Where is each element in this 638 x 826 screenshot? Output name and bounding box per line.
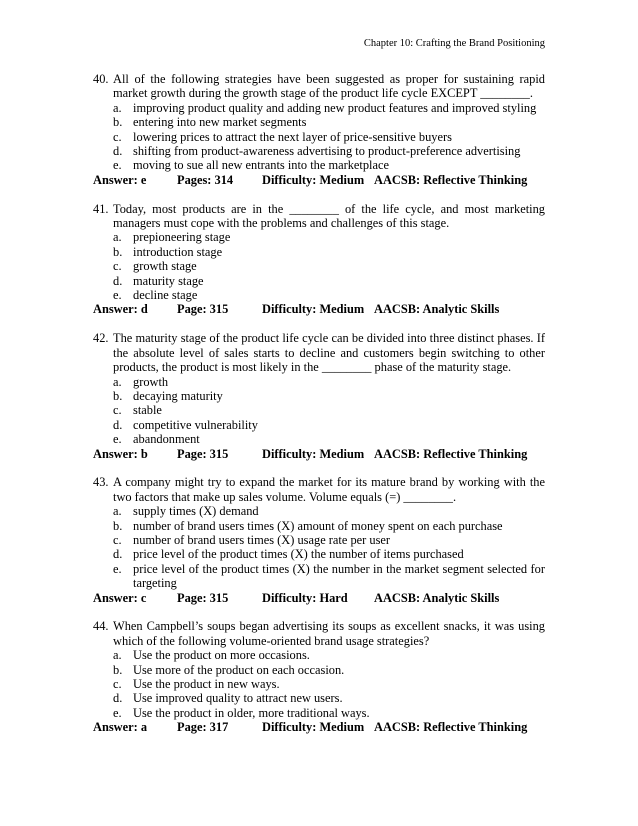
option-text: stable [133,403,162,418]
option-text: entering into new market segments [133,115,307,130]
option-text: growth [133,374,169,389]
question-list [93,72,545,749]
option-letter: b. [113,662,123,677]
option-letter: a. [113,100,122,115]
option-a [113,504,545,518]
option-letter: a. [113,374,122,389]
question-stem [93,331,545,374]
answer-aacsb: AACSB: Reflective Thinking [374,172,528,187]
option-d [113,418,545,432]
option-letter: b. [113,244,123,259]
question-stem [93,619,545,648]
answer-key: Answer: c [93,590,147,605]
option-text: decline stage [133,288,198,303]
option-e [113,562,545,591]
answer-key: Answer: d [93,302,148,317]
question-number: 40. [93,72,109,86]
option-list [113,375,545,447]
option-text: supply times (X) demand [133,504,259,519]
option-text: decaying maturity [133,388,223,403]
answer-key: Answer: e [93,172,147,187]
answer-aacsb: AACSB: Reflective Thinking [374,720,528,735]
answer-pages: Page: 315 [177,446,229,461]
option-text: number of brand users times (X) usage rate per user [133,532,391,547]
question-stem [93,72,545,101]
option-c [113,677,545,691]
option-b [113,389,545,403]
option-letter: e. [113,561,122,576]
question-number: 42. [93,331,109,346]
option-a [113,375,545,389]
answer-line [93,591,545,605]
answer-aacsb: AACSB: Analytic Skills [374,590,500,605]
option-a [113,230,545,244]
option-letter: b. [113,115,123,130]
answer-difficulty: Difficulty: Medium [262,446,365,461]
option-e [113,288,545,302]
option-text: price level of the product times (X) the number in the market segment selected for targeting [133,561,545,591]
option-letter: b. [113,518,123,533]
option-letter: d. [113,547,123,562]
option-text: Use the product on more occasions. [133,648,310,663]
option-list [113,504,545,590]
answer-line [93,302,545,316]
answer-aacsb: AACSB: Reflective Thinking [374,446,528,461]
answer-key: Answer: b [93,446,148,461]
option-text: Use the product in older, more traditional ways. [133,705,370,720]
option-letter: a. [113,230,122,245]
option-b [113,519,545,533]
question-stem [93,202,545,231]
option-letter: d. [113,273,123,288]
option-letter: e. [113,288,122,303]
answer-difficulty: Difficulty: Medium [262,720,365,735]
option-c [113,130,545,144]
answer-line [93,447,545,461]
question-43 [93,475,545,605]
option-letter: b. [113,388,123,403]
option-letter: a. [113,504,122,519]
option-letter: e. [113,705,122,720]
option-letter: c. [113,259,122,274]
option-text: Use improved quality to attract new users. [133,691,343,706]
question-text: A company might try to expand the market for its mature brand by working with the two factors that make up sales volume. Volume equals (=) ________. [113,475,545,504]
option-text: Use more of the product on each occasion. [133,662,345,677]
option-letter: d. [113,144,123,159]
option-d [113,691,545,705]
answer-pages: Page: 315 [177,302,229,317]
question-42 [93,331,545,461]
option-letter: e. [113,158,122,173]
option-c [113,403,545,417]
question-text: Today, most products are in the ________ of the life cycle, and most marketing managers must cope with the problems and challenges of this stage. [113,201,545,231]
question-text: All of the following strategies have been suggested as proper for sustaining rapid market growth during the growth stage of the product life cycle EXCEPT ________. [113,72,545,101]
question-text: The maturity stage of the product life cycle can be divided into three distinct phases. If the absolute level of sales starts to decline and customers begin switching to other products, the product is most likely in the ________ phase of the maturity stage. [113,331,545,375]
answer-aacsb: AACSB: Analytic Skills [374,302,500,317]
option-c [113,533,545,547]
option-d [113,547,545,561]
option-b [113,663,545,677]
question-40 [93,72,545,187]
option-b [113,115,545,129]
option-b [113,245,545,259]
option-text: number of brand users times (X) amount of money spent on each purchase [133,518,503,533]
option-d [113,144,545,158]
option-letter: e. [113,432,122,447]
answer-pages: Pages: 314 [177,172,234,187]
question-41 [93,202,545,317]
option-letter: c. [113,677,122,691]
option-text: Use the product in new ways. [133,677,280,691]
option-a [113,648,545,662]
option-e [113,706,545,720]
option-letter: d. [113,417,123,432]
answer-key: Answer: a [93,720,148,735]
option-text: price level of the product times (X) the number of items purchased [133,547,464,562]
option-text: abandonment [133,432,200,447]
answer-line [93,173,545,187]
answer-difficulty: Difficulty: Medium [262,172,365,187]
option-e [113,432,545,446]
option-list [113,648,545,720]
option-text: improving product quality and adding new product features and improved styling [133,100,537,115]
option-letter: d. [113,691,123,706]
option-e [113,158,545,172]
answer-pages: Page: 315 [177,590,229,605]
option-text: competitive vulnerability [133,417,258,432]
question-number: 41. [93,201,109,216]
option-text: prepioneering stage [133,230,231,245]
option-text: maturity stage [133,273,204,288]
question-number: 44. [93,619,109,634]
option-d [113,274,545,288]
running-header: Chapter 10: Crafting the Brand Positioning [363,38,545,49]
option-list [113,101,545,173]
option-c [113,259,545,273]
answer-difficulty: Difficulty: Hard [262,590,348,605]
option-text: moving to sue all new entrants into the marketplace [133,158,389,173]
option-a [113,101,545,115]
option-letter: a. [113,648,122,663]
answer-difficulty: Difficulty: Medium [262,302,365,317]
question-stem [93,475,545,504]
answer-line [93,720,545,734]
option-text: shifting from product-awareness advertising to product-preference advertising [133,144,521,159]
option-text: growth stage [133,259,197,274]
option-text: lowering prices to attract the next layer of price-sensitive buyers [133,129,452,144]
question-44 [93,619,545,734]
option-list [113,230,545,302]
answer-pages: Page: 317 [177,720,229,735]
option-letter: c. [113,403,122,418]
option-letter: c. [113,532,122,547]
question-text: When Campbell’s soups began advertising its soups as excellent snacks, it was using which of the following volume-oriented brand usage strategies? [113,619,545,648]
question-number: 43. [93,475,109,490]
option-text: introduction stage [133,244,223,259]
option-letter: c. [113,129,122,144]
